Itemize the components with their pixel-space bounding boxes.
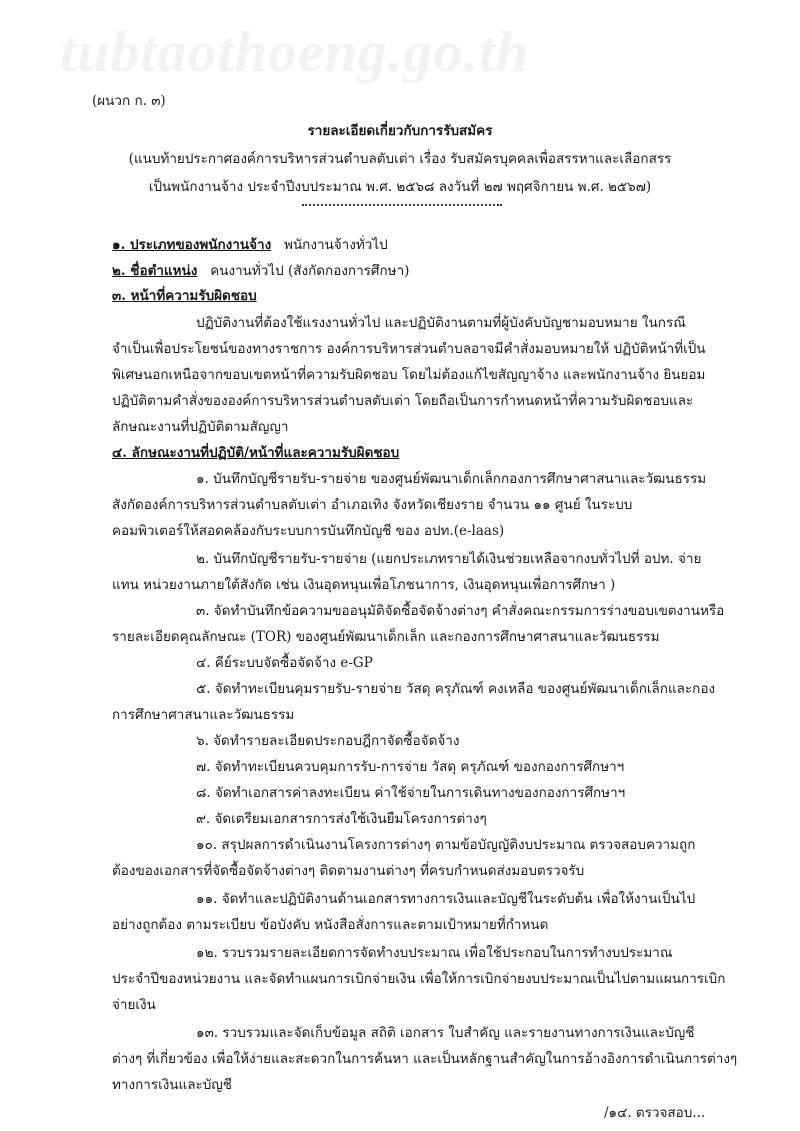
duty-item-2: ๒. บันทึกบัญชีรายรับ-รายจ่าย (แยกประเภทรายได้เงินช่วยเหลือจากงบทั่วไปที่ อปท. จ่าย (196, 551, 702, 567)
section-3-line: ลักษณะงานที่ปฏิบัติตามสัญญา (112, 419, 289, 435)
duty-item-10-cont: ต้องของเอกสารที่จัดซื้อจัดจ้างต่างๆ ติดตามงานต่างๆ ที่ครบกำหนดส่งมอบตรวจรับ (112, 863, 585, 879)
section-4-label: ๔. ลักษณะงานที่ปฏิบัติ/หน้าที่และความรับผิดชอบ (112, 445, 400, 461)
document-subtitle-line1: (แนบท้ายประกาศองค์การบริหารส่วนตำบลตับเต่า เรื่อง รับสมัครบุคคลเพื่อสรรหาและเลือกสรร (128, 151, 672, 167)
duty-item-1-cont: คอมพิวเตอร์ให้สอดคล้องกับระบบการบันทึกบัญชี ของ อปท.(e-laas) (112, 523, 505, 539)
duty-item-12-cont: จ่ายเงิน (112, 997, 156, 1013)
watermark-text: tubtaothoeng.go.th (60, 19, 530, 84)
section-1-label: ๑. ประเภทของพนักงานจ้าง (112, 237, 272, 253)
duty-item-4: ๔. คีย์ระบบจัดซื้อจัดจ้าง e-GP (196, 655, 373, 671)
duty-item-9: ๙. จัดเตรียมเอกสารการส่งใช้เงินยืมโครงการต่างๆ (196, 811, 487, 827)
duty-item-3-cont: รายละเอียดคุณลักษณะ (TOR) ของศูนย์พัฒนาเด็กเล็ก และกองการศึกษาศาสนาและวัฒนธรรม (112, 629, 660, 645)
section-3-label: ๓. หน้าที่ความรับผิดชอบ (112, 288, 257, 304)
duty-item-11-cont: อย่างถูกต้อง ตามระเบียบ ข้อบังคับ หนังสือสั่งการและตามเป้าหมายที่กำหนด (112, 917, 549, 933)
duty-item-6: ๖. จัดทำรายละเอียดประกอบฎีกาจัดซื้อจัดจ้าง (196, 733, 460, 749)
duty-item-13-cont: ทางการเงินและบัญชี (112, 1077, 232, 1093)
duty-item-13-cont: ต่างๆ ที่เกี่ยวข้อง เพื่อให้ง่ายและสะดวกในการค้นหา และเป็นหลักฐานสำคัญในการอ้างอิงการดำเนินการต่างๆ (112, 1051, 738, 1067)
duty-item-8: ๘. จัดทำเอกสารค่าลงทะเบียน ค่าใช้จ่ายในการเดินทางของกองการศึกษาฯ (196, 785, 626, 801)
annex-label: (ผนวก ก. ๓) (92, 93, 166, 109)
duty-item-12-cont: ประจำปีของหน่วยงาน และจัดทำแผนการเบิกจ่ายเงิน เพื่อให้การเบิกจ่ายงบประมาณเป็นไปตามแผนการเบิก (112, 971, 726, 987)
document-subtitle-line2: เป็นพนักงานจ้าง ประจำปีงบประมาณ พ.ศ. ๒๕๖๘ ลงวันที่ ๒๗ พฤศจิกายน พ.ศ. ๒๕๖๗) (148, 179, 652, 195)
section-1-value: พนักงานจ้างทั่วไป (284, 237, 388, 253)
duty-item-2-cont: แทน หน่วยงานภายใต้สังกัด เช่น เงินอุดหนุนเพื่อโภชนาการ, เงินอุดหนุนเพื่อการศึกษา ) (112, 577, 616, 593)
duty-item-1: ๑. บันทึกบัญชีรายรับ-รายจ่าย ของศูนย์พัฒนาเด็กเล็กกองการศึกษาศาสนาและวัฒนธรรม (196, 471, 707, 487)
section-1 (112, 232, 388, 258)
duty-item-5: ๕. จัดทำทะเบียนคุมรายรับ-รายจ่าย วัสดุ ครุภัณฑ์ คงเหลือ ของศูนย์พัฒนาเด็กเล็กและกอง (196, 681, 716, 697)
duty-item-10: ๑๐. สรุปผลการดำเนินงานโครงการต่างๆ ตามข้อบัญญัติงบประมาณ ตรวจสอบความถูก (196, 837, 696, 853)
duty-item-13: ๑๓. รวบรวมและจัดเก็บข้อมูล สถิติ เอกสาร ใบสำคัญ และรายงานทางการเงินและบัญชี (196, 1025, 695, 1041)
document-title: รายละเอียดเกี่ยวกับการรับสมัคร (307, 123, 493, 139)
duty-item-12: ๑๒. รวบรวมรายละเอียดการจัดทำงบประมาณ เพื่อใช้ประกอบในการทำงบประมาณ (196, 945, 673, 961)
dotted-separator (302, 204, 502, 206)
section-3-line: ปฏิบัติงานที่ต้องใช้แรงงานทั่วไป และปฏิบัติงานตามที่ผู้บังคับบัญชามอบหมาย ในกรณี (196, 315, 686, 331)
duty-item-3: ๓. จัดทำบันทึกข้อความขออนุมัติจัดซื้อจัดจ้างต่างๆ คำสั่งคณะกรรมการร่างขอบเขตงานหรือ (196, 603, 725, 619)
section-2-value: คนงานทั่วไป (สังกัดกองการศึกษา) (210, 263, 410, 279)
duty-item-11: ๑๑. จัดทำและปฏิบัติงานด้านเอกสารทางการเงินและบัญชีในระดับต้น เพื่อให้งานเป็นไป (196, 891, 696, 907)
section-3-line: ปฏิบัติตามคำสั่งขององค์การบริหารส่วนตำบลตับเต่า โดยถือเป็นการกำหนดหน้าที่ความรับผิดชอบและ (112, 393, 694, 409)
section-3-line: จำเป็นเพื่อประโยชน์ของทางราชการ องค์การบริหารส่วนตำบลอาจมีคำสั่งมอบหมายให้ ปฏิบัติหน้าที่เป็น (112, 341, 706, 357)
duty-item-5-cont: การศึกษาศาสนาและวัฒนธรรม (112, 707, 295, 723)
section-3-line: พิเศษนอกเหนือจากขอบเขตหน้าที่ความรับผิดชอบ โดยไม่ต้องแก้ไขสัญญาจ้าง และพนักงานจ้าง ยินยอม (112, 367, 706, 383)
section-2-label: ๒. ชื่อตำแหน่ง (112, 263, 198, 279)
continuation-marker: /๑๔. ตรวจสอบ... (604, 1105, 706, 1121)
duty-item-7: ๗. จัดทำทะเบียนควบคุมการรับ-การจ่าย วัสดุ ครุภัณฑ์ ของกองการศึกษาฯ (196, 759, 625, 775)
section-2 (112, 258, 409, 284)
duty-item-1-cont: สังกัดองค์การบริหารส่วนตำบลตับเต่า อำเภอเทิง จังหวัดเชียงราย จำนวน ๑๑ ศูนย์ ในระบบ (112, 497, 633, 513)
